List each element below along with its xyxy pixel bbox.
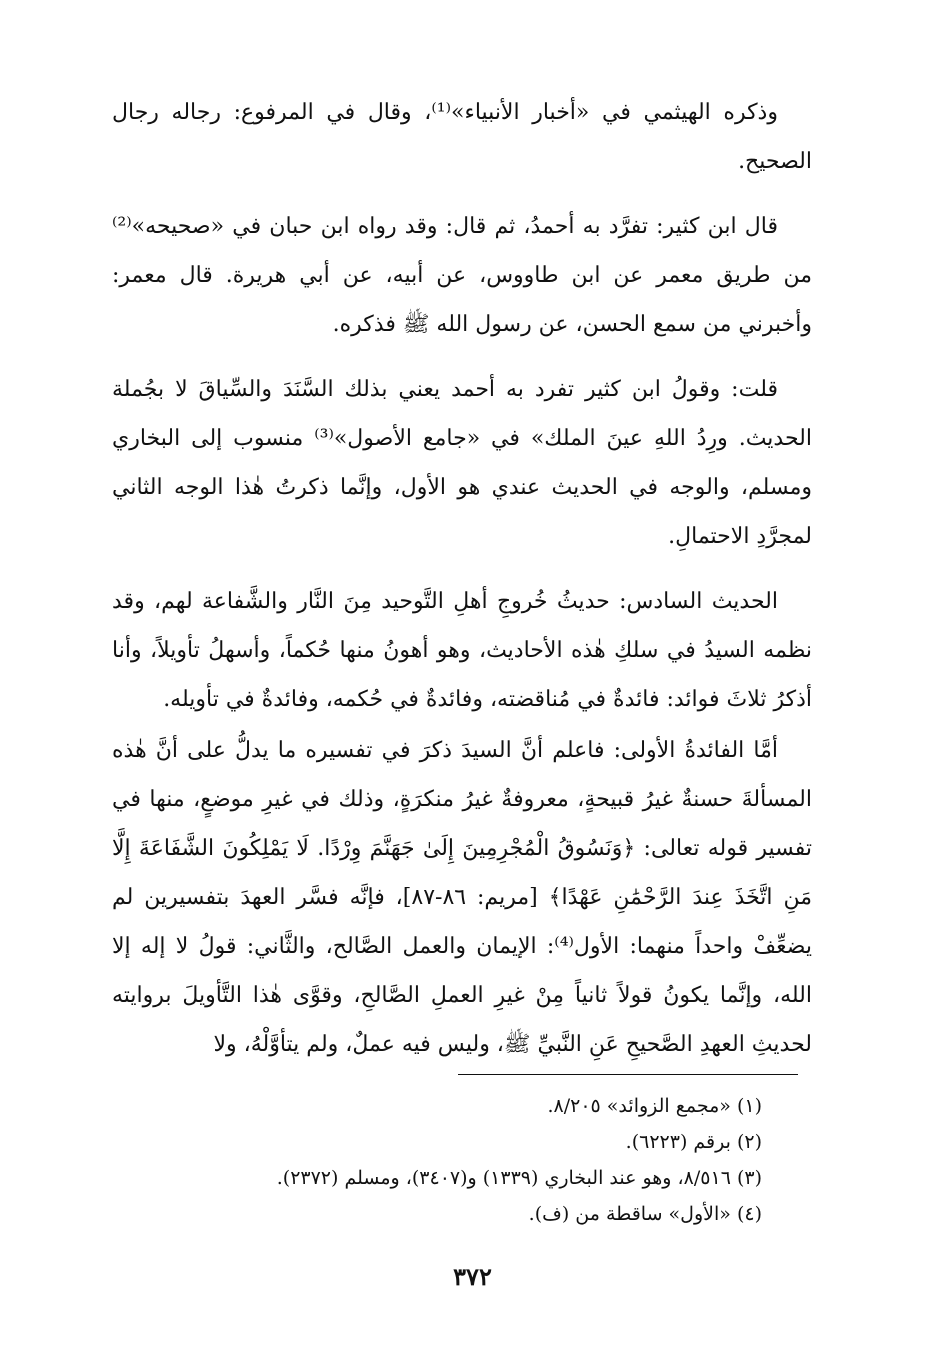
footnotes — [112, 1088, 762, 1232]
footnote-4: (٤) «الأول» ساقطة من (ف). — [528, 1203, 762, 1225]
main-text — [112, 88, 812, 1085]
paragraph-3: قلت: وقولُ ابن كثير تفرد به أحمد يعني بذلك السَّنَدَ والسِّياقَ لا بجُملة الحديث. ورِدُ اللهِ عينَ الملك» في «جامع الأصول»⁽³⁾ منسوب إلى البخاري ومسلم، والوجه في الحديث عندي هو الأول، وإنَّما ذكرتُ هٰذا الوجه الثاني لمجرَّدِ الاحتمالِ. — [112, 377, 812, 549]
footnote-separator — [458, 1074, 798, 1075]
paragraph-5: أمَّا الفائدةُ الأولى: فاعلم أنَّ السيدَ ذكرَ في تفسيره ما يدلُّ على أنَّ هٰذه المسألةَ حسنةٌ غيرُ قبيحةٍ، معروفةٌ غيرُ منكرَةٍ، وذلك في غيرِ موضعٍ، منها في تفسير قوله تعالى: ﴿وَنَسُوقُ الْمُجْرِمِينَ إِلَىٰ جَهَنَّمَ وِرْدًا. لَا يَمْلِكُونَ الشَّفَاعَةَ إِلَّا مَنِ اتَّخَذَ عِندَ الرَّحْمَٰنِ عَهْدًا﴾ [مريم: ٨٦-٨٧]، فإنَّه فسَّر العهدَ بتفسيرين لم يضعِّفْ واحداً منهما: الأول⁽⁴⁾: الإيمان والعمل الصَّالح، والثَّاني: قولُ لا إله إلا الله، وإنَّما يكونُ قولاً ثانياً مِنْ غيرِ العملِ الصَّالحِ، وقوَّى هٰذا التَّأويلَ بروايته لحديثِ العهدِ الصَّحيحِ عَنِ النَّبيِّ ﷺ، وليس فيه عملٌ، ولم يتأوَّلْهُ، ولا — [112, 738, 813, 1057]
footnote-3: (٣) ٨/٥١٦، وهو عند البخاري (١٣٣٩) و(٣٤٠٧)، ومسلم (٢٣٧٢). — [276, 1167, 762, 1189]
footnote-2: (٢) برقم (٦٢٢٣). — [625, 1131, 762, 1153]
page-number: ٣٧٢ — [453, 1262, 492, 1291]
footnote-1: (١) «مجمع الزوائد» ٨/٢٠٥. — [547, 1095, 762, 1117]
paragraph-4: الحديث السادس: حديثُ خُروجِ أهلِ التَّوحيد مِنَ النَّار والشَّفاعة لهم، وقد نظمه السيدُ في سلكِ هٰذه الأحاديث، وهو أهونُ منها حُكماً، وأسهلُ تأويلاً، وأنا أذكرُ ثلاثَ فوائد: فائدةٌ في مُناقضته، وفائدةٌ في حُكمه، وفائدةٌ في تأويله. — [112, 589, 812, 712]
paragraph-1: وذكره الهيثمي في «أخبار الأنبياء»⁽¹⁾، وقال في المرفوع: رجاله رجال الصحيح. — [112, 100, 812, 174]
paragraph-2: قال ابن كثير: تفرَّد به أحمدُ، ثم قال: وقد رواه ابن حبان في «صحيحه»⁽²⁾ من طريق معمر عن ابن طاووس، عن أبيه، عن أبي هريرة. قال معمر: وأخبرني من سمع الحسن، عن رسول الله ﷺ فذكره. — [112, 214, 812, 337]
